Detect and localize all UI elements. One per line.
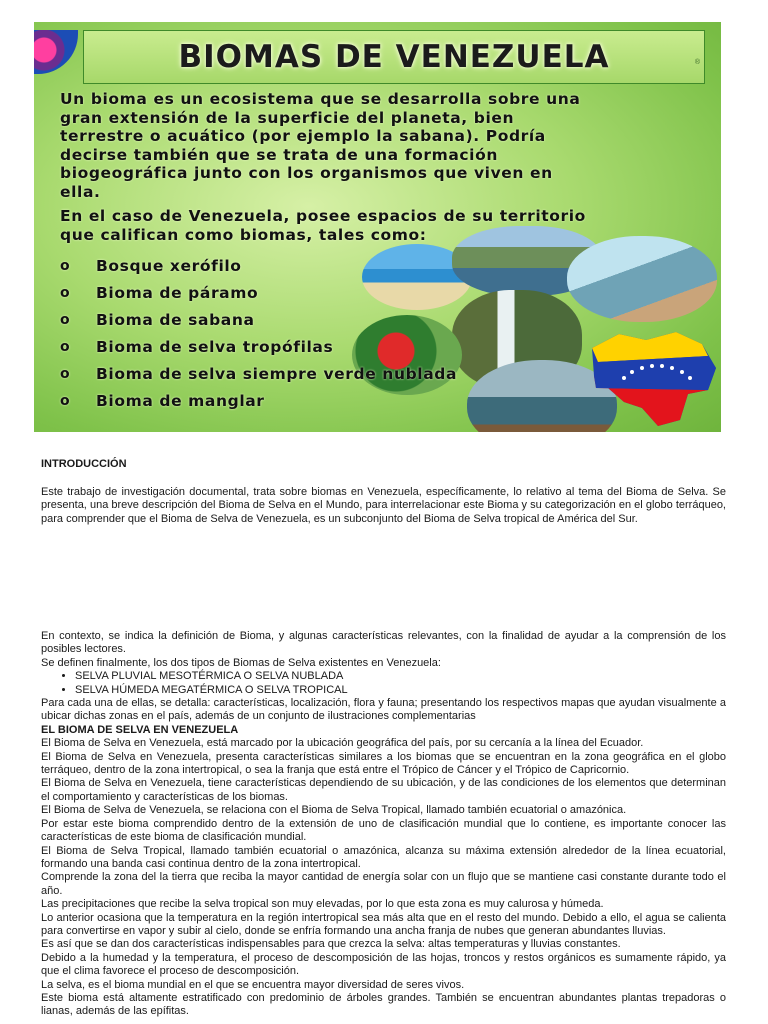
selva-type-item: • SELVA PLUVIAL MESOTÉRMICA O SELVA NUBLADA (75, 670, 726, 683)
biome-item (60, 306, 457, 333)
types-intro: Se definen finalmente, los dos tipos de Biomas de Selva existentes en Venezuela: (41, 656, 441, 669)
biome-item (60, 252, 457, 279)
biome-label: Bioma de selva tropófilas (96, 337, 334, 356)
venezuela-flag-map-icon (584, 328, 719, 428)
bullet: o (60, 284, 71, 301)
bullet: o (60, 365, 71, 382)
banner-intro-line: gran extensión de la superficie del planeta, bien (60, 108, 515, 127)
biomas-banner-image (34, 22, 721, 432)
banner-intro-text (60, 90, 720, 201)
intro-heading: INTRODUCCIÓN (41, 458, 127, 470)
selva-type-item: • SELVA HÚMEDA MEGATÉRMICA O SELVA TROPICAL (75, 684, 726, 697)
biome-label: Bosque xerófilo (96, 256, 242, 275)
bullet: o (60, 311, 71, 328)
selva-heading: EL BIOMA DE SELVA EN VENEZUELA (41, 723, 239, 736)
banner-logo-icon (34, 30, 78, 74)
bullet: o (60, 257, 71, 274)
banner-title: BIOMAS DE VENEZUELA (178, 39, 610, 75)
selva-paragraph: Comprende la zona del la tierra que reciba la mayor cantidad de energía solar con un flujo que se mantiene casi constante durante todo el año. (41, 871, 726, 897)
biome-label: Bioma de sabana (96, 310, 255, 329)
each-paragraph: Para cada una de ellas, se detalla: características, localización, flora y fauna; presentando los respectivos mapas que ayudan visualmente a ubicar dichas zonas en el país, además de un conjunto de ilustraciones complementarias (41, 697, 726, 723)
biome-item (60, 333, 457, 360)
banner-case-line: En el caso de Venezuela, posee espacios de su territorio (60, 207, 586, 225)
selva-paragraph: El Bioma de Selva en Venezuela, tiene características dependiendo de su ubicación, y de las condiciones de los elementos que determinan el comportamiento y características de los biomas. (41, 777, 726, 803)
bullet: o (60, 338, 71, 355)
selva-paragraph: La selva, es el bioma mundial en el que se encuentra mayor diversidad de seres vivos. (41, 978, 465, 991)
body-section (41, 630, 726, 1019)
intro-paragraph: Este trabajo de investigación documental, trata sobre biomas en Venezuela, específicamente, lo relativo al tema del Bioma de Selva. Se presenta, una breve descripción del Bioma de Selva en el Mundo, para interrelacionar este Bioma y su categorización en el globo terráqueo, para comprender que el Bioma de Selva de Venezuela, es un subconjunto del Bioma de Selva tropical de América del Sur. (41, 486, 726, 525)
banner-intro-line: biogeográfica junto con los organismos que viven en (60, 164, 553, 182)
beach-couple-photo (567, 236, 717, 322)
biome-item (60, 360, 457, 387)
selva-paragraph: El Bioma de Selva de Venezuela, se relaciona con el Bioma de Selva Tropical, llamado también ecuatorial o amazónica. (41, 804, 627, 817)
selva-paragraph: El Bioma de Selva en Venezuela, presenta características similares a los biomas que se encuentran en la zona geográfica en el globo terráqueo, dentro de la zona intertropical, o sea la franja que está entre el Trópico de Cáncer y el Trópico de Capricornio. (41, 750, 726, 777)
selva-paragraph: El Bioma de Selva Tropical, llamado también ecuatorial o amazónica, alcanza su máxima extensión alrededor de la línea ecuatorial, formando una banda casi continua dentro de la zona intertropical. (41, 844, 726, 870)
selva-paragraph: Este bioma está altamente estratificado con predominio de árboles grandes. También se encuentran abundantes plantas trepadoras o lianas, además de las epífitas. (41, 991, 726, 1018)
bullet: o (60, 392, 71, 409)
biome-item (60, 279, 457, 306)
banner-case-line: que califican como biomas, tales como: (60, 225, 427, 244)
selva-paragraph: Lo anterior ocasiona que la temperatura en la región intertropical sea más alta que en el resto del mundo. Debido a ello, el agua se calienta para convertirse en vapor y subir al cielo, donde se enfría formando una ancha franja de nubes que generan abundantes lluvias. (41, 911, 726, 937)
biome-label: Bioma de páramo (96, 283, 259, 302)
selva-paragraph: Las precipitaciones que recibe la selva tropical son muy elevadas, por lo que esta zona es muy calurosa y húmeda. (41, 898, 604, 911)
banner-intro-line: terrestre o acuático (por ejemplo la sabana). Podría (60, 127, 546, 145)
selva-paragraph: Por estar este bioma comprendido dentro de la extensión de uno de clasificación mundial que lo contiene, es importante conocer las características de este bioma de clasificación mundial. (41, 817, 726, 844)
banner-intro-line: ella. (60, 182, 101, 201)
selva-paragraph: Es así que se dan dos características indispensables para que crezca la selva: altas temperaturas y lluvias constantes. (41, 938, 621, 951)
banner-title-box (83, 30, 705, 84)
context-paragraph: En contexto, se indica la definición de Bioma, y algunas características relevantes, con la finalidad de ayudar a la comprensión de los posibles lectores. (41, 630, 726, 656)
selva-types-list (41, 670, 726, 697)
biome-item (60, 387, 457, 414)
selva-paragraph: El Bioma de Selva en Venezuela, está marcado por la ubicación geográfica del país, por su cercanía a la línea del Ecuador. (41, 737, 644, 750)
banner-mark: ® (694, 59, 700, 66)
banner-intro-line: decirse también que se trata de una formación (60, 145, 498, 164)
biome-list (60, 252, 457, 414)
biome-label: Bioma de selva siempre verde nublada (96, 364, 458, 383)
selva-paragraph: Debido a la humedad y la temperatura, el proceso de descomposición de las hojas, troncos y restos orgánicos es sumamente rápido, ya que el clima favorece el proceso de descomposición. (41, 951, 726, 978)
banner-intro-line: Un bioma es un ecosistema que se desarrolla sobre una (60, 90, 581, 108)
biome-label: Bioma de manglar (96, 391, 265, 410)
